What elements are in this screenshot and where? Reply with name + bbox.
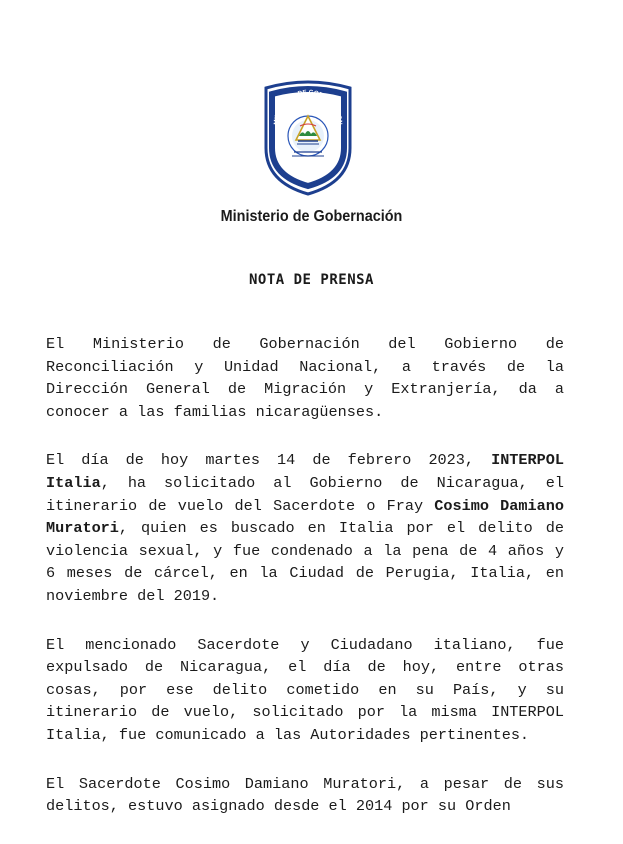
press-release-title: NOTA DE PRENSA <box>248 272 374 288</box>
priest-name-emphasis: Cosimo Damiano Muratori <box>46 496 564 538</box>
paragraph-1 <box>46 333 564 423</box>
paragraph-3 <box>46 634 564 747</box>
paragraph-text: El mencionado Sacerdote y Ciudadano italiano, fue expulsado de Nicaragua, el día de hoy, entre otras cosas, por ese delito cometido en su País, y su itinerario de vuelo, solicitado por la misma INTERPOL Italia, fue comunicado a las Autoridades pertinentes. <box>46 635 564 744</box>
paragraph-text: , ha solicitado al Gobierno de Nicaragua, el itinerario de vuelo del Sacerdote o Fray <box>46 473 564 515</box>
emblem-arc-top-text: MINISTERIO DE GOBERNACION <box>272 88 344 125</box>
ministry-name: Ministerio de Gobernación <box>220 208 403 225</box>
emblem-arc-bottom-text: NICARAGUA <box>288 164 328 179</box>
interpol-italia-emphasis: INTERPOL Italia <box>46 451 564 492</box>
ministry-emblem-logo <box>262 78 354 196</box>
paragraph-text: , quien es buscado en Italia por el delito de violencia sexual, y fue condenado a la pena de 4 años y 6 meses de cárcel, en la Ciudad de Perugia, Italia, en noviembre del 2019. <box>46 519 564 605</box>
paragraph-2 <box>46 449 564 607</box>
press-release-body <box>46 333 564 844</box>
paragraph-text: El Ministerio de Gobernación del Gobierno de Reconciliación y Unidad Nacional, a través de la Dirección General de Migración y Extranjería, da a conocer a las familias nicaragüenses. <box>46 335 564 421</box>
paragraph-text: El Sacerdote Cosimo Damiano Muratori, a pesar de sus delitos, estuvo asignado desde el 2014 por su Orden <box>46 774 564 816</box>
paragraph-text: El día de hoy martes 14 de febrero 2023, <box>46 451 492 470</box>
